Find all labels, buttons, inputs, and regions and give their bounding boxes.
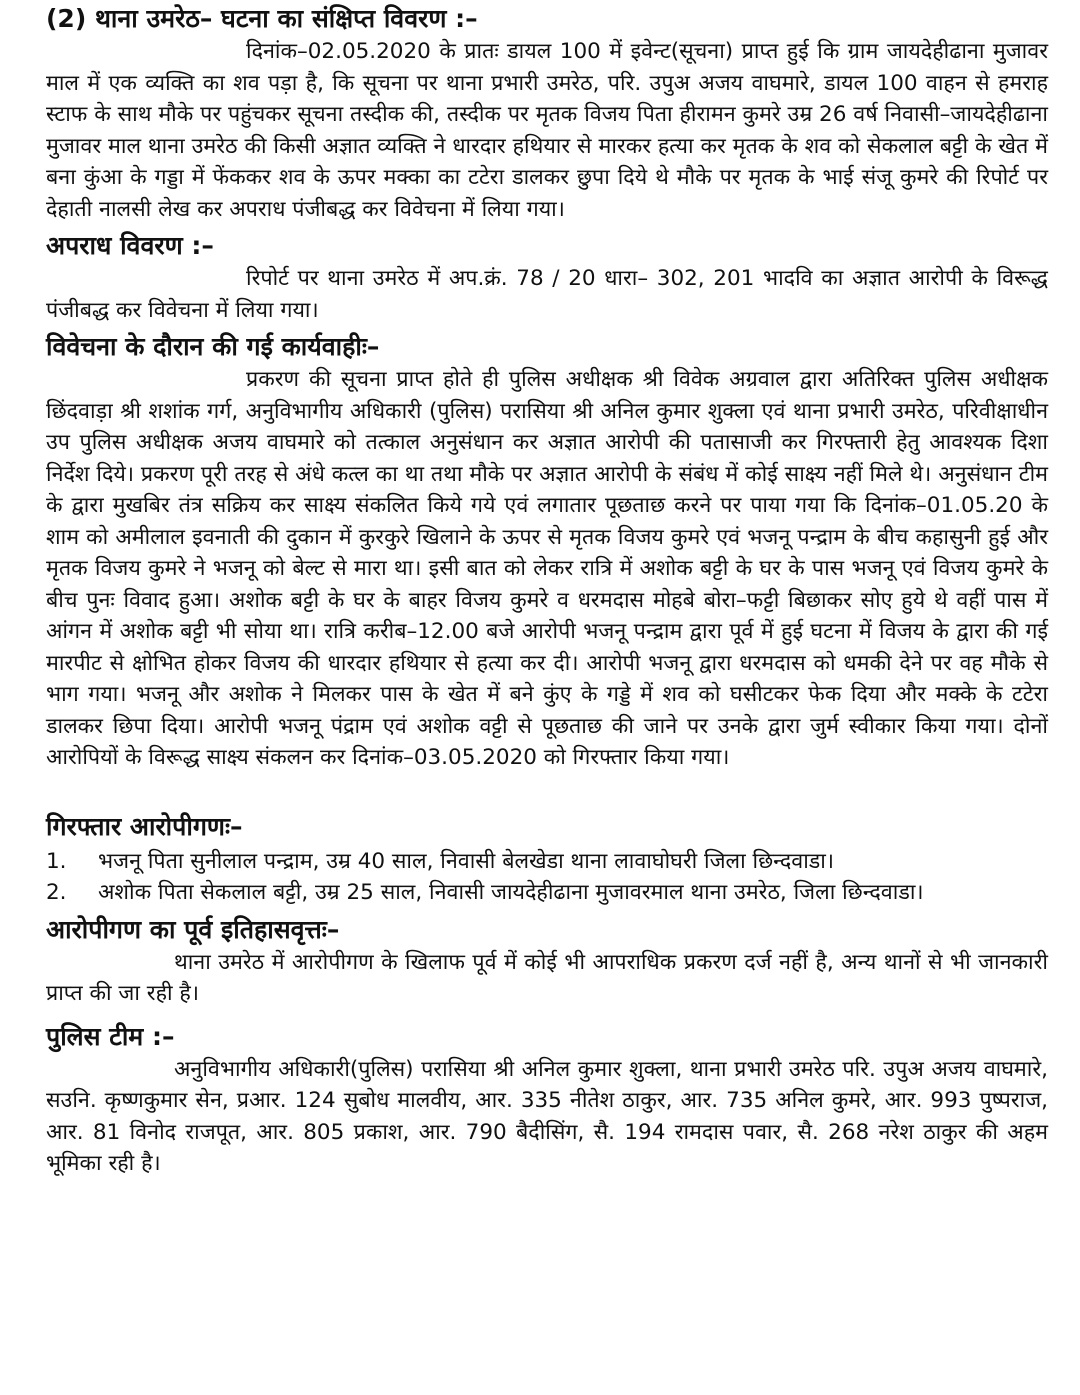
list-item-text: भजनू पिता सुनीलाल पन्द्राम, उम्र 40 साल, निवासी बेलखेडा थाना लावाघोघरी जिला छिन्दवाडा। <box>98 848 834 874</box>
arrested-accused-list <box>46 846 1048 909</box>
prior-history-text: थाना उमरेठ में आरोपीगण के खिलाफ पूर्व में कोई भी आपराधिक प्रकरण दर्ज नहीं है, अन्य थानों से भी जानकारी प्राप्त की जा रही है। <box>46 949 1048 1006</box>
crime-details-text: रिपोर्ट पर थाना उमरेठ में अप.क्रं. 78 / 20 धारा– 302, 201 भादवि का अज्ञात आरोपी के विरूद्ध पंजीबद्ध कर विवेचना में लिया गया। <box>46 266 1048 323</box>
arrested-accused-heading: गिरफ्तार आरोपीगणः– <box>46 811 243 841</box>
crime-details-heading: अपराध विवरण :– <box>46 231 214 260</box>
list-item-number: 2. <box>46 880 67 905</box>
list-item-text: अशोक पिता सेकलाल बट्टी, उम्र 25 साल, निवासी जायदेहीढाना मुजावरमाल थाना उमरेठ, जिला छिन्दवाडा। <box>98 880 924 905</box>
list-item <box>46 846 1048 878</box>
list-item <box>46 877 1048 909</box>
incident-summary-text: दिनांक–02.05.2020 के प्रातः डायल 100 में इवेन्ट(सूचना) प्राप्त हुई कि ग्राम जायदेहीढाना मुजावर माल में एक व्यक्ति का शव पड़ा है, कि सूचना पर थाना प्रभारी उमरेठ, परि. उपुअ अजय वाघमारे, डायल 100 वाहन से हमराह स्टाफ के साथ मौके पर पहुंचकर सूचना तस्दीक की, तस्दीक पर मृतक विजय पिता हीरामन कुमरे उम्र 26 वर्ष निवासी–जायदेहीढाना मुजावर माल थाना उमरेठ की किसी अज्ञात व्यक्ति ने धारदार हथियार से मारकर हत्या कर मृतक के शव को सेकलाल बट्टी के खेत में बना कुंआ के गड्डा में फेंककर शव के ऊपर मक्का का टटेरा डालकर छुपा दिये थे मौके पर मृतक के भाई संजू कुमरे की रिपोर्ट पर देहाती नालसी लेख कर अपराध पंजीबद्ध कर विवेचना में लिया गया। <box>46 39 1048 222</box>
investigation-actions-text: प्रकरण की सूचना प्राप्त होते ही पुलिस अधीक्षक श्री विवेक अग्रवाल द्वारा अतिरिक्त पुलिस अधीक्षक छिंदवाड़ा श्री शशांक गर्ग, अनुविभागीय अधिकारी (पुलिस) परासिया श्री अनिल कुमार शुक्ला एवं थाना प्रभारी उमरेठ, परिवीक्षाधीन उप पुलिस अधीक्षक अजय वाघमारे को तत्काल अनुसंधान कर अज्ञात आरोपी की पतासाजी कर गिरफ्तारी हेतु आवश्यक दिशा निर्देश दिये। प्रकरण पूरी तरह से अंधे कत्ल का था तथा मौके पर अज्ञात आरोपी के संबंध में कोई साक्ष्य नहीं मिले थे। अनुसंधान टीम के द्वारा मुखबिर तंत्र सक्रिय कर साक्ष्य संकलित किये गये एवं लगातार पूछताछ करने पर पाया गया कि दिनांक–01.05.20 के शाम को अमीलाल इवनाती की दुकान में कुरकुरे खिलाने के ऊपर से मृतक विजय कुमरे एवं भजनू पन्द्राम के बीच कहासुनी हुई और मृतक विजय कुमरे ने भजनू को बेल्ट से मारा था। इसी बात को लेकर रात्रि में अशोक बट्टी के घर के पास भजनू एवं विजय कुमरे के बीच पुनः विवाद हुआ। अशोक बट्टी के घर के बाहर विजय कुमरे व धरमदास मोहबे बोरा–फट्टी बिछाकर सोए हुये थे वहीं पास में आंगन में अशोक बट्टी भी सोया था। रात्रि करीब–12.00 बजे आरोपी भजनू पन्द्राम द्वारा पूर्व में हुई घटना में विजय के द्वारा की गई मारपीट से क्षोभित होकर विजय की धारदार हथियार से हत्या कर दी। आरोपी भजनू द्वारा धरमदास को धमकी देने पर वह मौके से भाग गया। भजनू और अशोक ने मिलकर पास के खेत में बने कुंए के गड्डे में शव को घसीटकर फेक दिया और मक्के के टटेरा डालकर छिपा दिया। आरोपी भजनू पंद्राम एवं अशोक वट्टी से पूछताछ की जाने पर उनके द्वारा जुर्म स्वीकार किया गया। दोनों आरोपियों के विरूद्ध साक्ष्य संकलन कर दिनांक–03.05.2020 को गिरफ्तार किया गया। <box>46 367 1048 770</box>
police-team-text: अनुविभागीय अधिकारी(पुलिस) परासिया श्री अनिल कुमार शुक्ला, थाना प्रभारी उमरेठ परि. उपुअ अजय वाघमारे, सउनि. कृष्णकुमार सेन, प्रआर. 124 सुबोध मालवीय, आर. 335 नीतेश ठाकुर, आर. 735 अनिल कुमरे, आर. 993 पुष्पराज, आर. 81 विनोद राजपूत, आर. 805 प्रकाश, आर. 790 बैदीसिंग, सै. 194 रामदास पवार, सै. 268 नरेश ठाकुर की अहम भूमिका रही है। <box>46 1056 1048 1176</box>
prior-history-heading: आरोपीगण का पूर्व इतिहासवृत्तः– <box>46 914 340 944</box>
incident-summary-heading: (2) थाना उमरेठ– घटना का संक्षिप्त विवरण :– <box>46 4 478 33</box>
investigation-actions-heading: विवेचना के दौरान की गई कार्यवाहीः– <box>46 332 380 361</box>
police-team-heading: पुलिस टीम :– <box>46 1021 175 1051</box>
list-item-number: 1. <box>46 848 67 874</box>
